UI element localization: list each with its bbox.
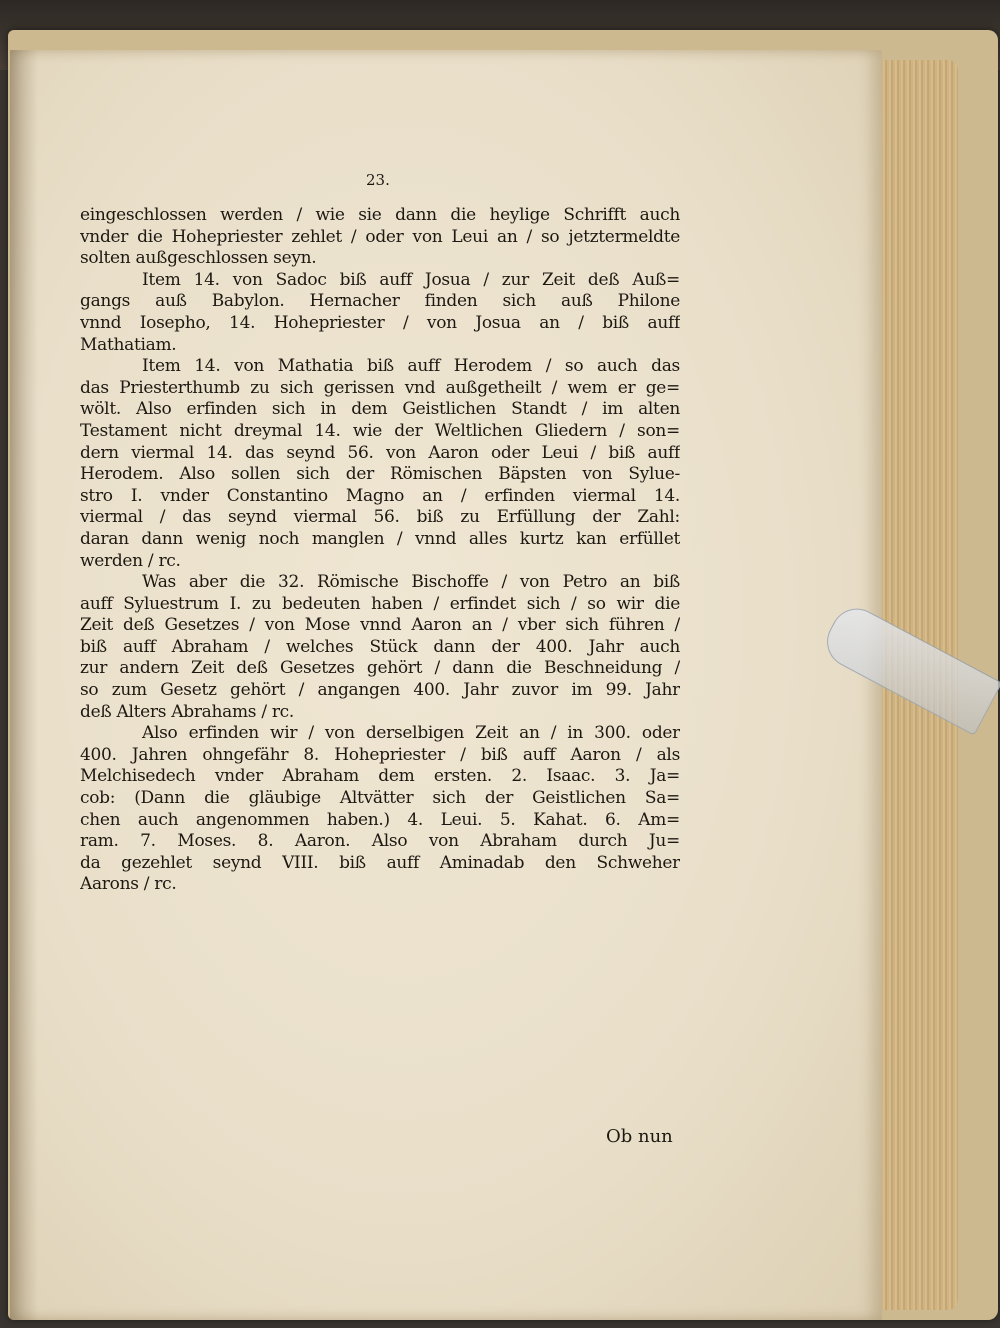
- text-line: eingeschlossen werden / wie sie dann die heylige Schrifft auch: [80, 205, 680, 225]
- text-line: Zeit deß Gesetzes / von Mose vnnd Aaron an / vber sich führen /: [80, 615, 680, 636]
- text-line: vnder die Hohepriester zehlet / oder von Leui an / so jetztermeldte: [80, 226, 680, 247]
- text-line: viermal / das seynd viermal 56. biß zu Erfüllung der Zahl:: [80, 507, 680, 528]
- text-line: da gezehlet seynd VIII. biß auff Aminadab den Schweher: [80, 852, 680, 873]
- text-line: Was aber die 32. Römische Bischoffe / von Petro an biß: [142, 572, 680, 593]
- text-line: ram. 7. Moses. 8. Aaron. Also von Abraham durch Ju=: [80, 831, 680, 852]
- text-line: cob: (Dann die gläubige Altvätter sich der Geistlichen Sa=: [80, 788, 680, 809]
- text-line: wölt. Also erfinden sich in dem Geistlichen Standt / im alten: [80, 399, 680, 420]
- text-line: stro I. vnder Constantino Magno an / erfinden viermal 14.: [80, 485, 680, 506]
- text-line: solten außgeschlossen seyn.: [80, 248, 317, 269]
- text-line: Item 14. von Mathatia biß auff Herodem / so auch das: [142, 356, 680, 377]
- text-line: zur andern Zeit deß Gesetzes gehört / dann die Beschneidung /: [80, 658, 680, 679]
- text-line: so zum Gesetz gehört / angangen 400. Jahr zuvor im 99. Jahr: [80, 680, 680, 701]
- page-number: 23.: [366, 171, 390, 189]
- text-line: chen auch angenommen haben.) 4. Leui. 5. Kahat. 6. Am=: [80, 809, 680, 830]
- text-line: auff Syluestrum I. zu bedeuten haben / erfindet sich / so wir die: [80, 593, 680, 614]
- text-line: Also erfinden wir / von derselbigen Zeit an / in 300. oder: [142, 723, 680, 744]
- gutter-shadow: [10, 50, 38, 1320]
- text-line: werden / rc.: [80, 550, 181, 571]
- text-line: Herodem. Also sollen sich der Römischen Bäpsten von Sylue-: [80, 464, 680, 485]
- text-line: 400. Jahren ohngefähr 8. Hohepriester / biß auff Aaron / als: [80, 744, 680, 765]
- text-line: vnnd Iosepho, 14. Hohepriester / von Josua an / biß auff: [80, 312, 680, 333]
- text-line: biß auff Abraham / welches Stück dann der 400. Jahr auch: [80, 636, 680, 657]
- text-line: Mathatiam.: [80, 334, 177, 355]
- text-line: deß Alters Abrahams / rc.: [80, 701, 294, 722]
- text-line: daran dann wenig noch manglen / vnnd alles kurtz kan erfüllet: [80, 528, 680, 549]
- catchword: Ob nun: [606, 1126, 673, 1147]
- text-line: Aarons / rc.: [80, 874, 177, 895]
- text-line: Melchisedech vnder Abraham dem ersten. 2. Isaac. 3. Ja=: [80, 766, 680, 787]
- text-line: Item 14. von Sadoc biß auff Josua / zur Zeit deß Auß=: [142, 269, 680, 290]
- text-line: Testament nicht dreymal 14. wie der Weltlichen Gliedern / son=: [80, 420, 680, 441]
- text-line: das Priesterthumb zu sich gerissen vnd außgetheilt / wem er ge=: [80, 377, 680, 398]
- text-line: dern viermal 14. das seynd 56. von Aaron oder Leui / biß auff: [80, 442, 680, 463]
- body-text: [80, 205, 690, 896]
- text-line: gangs auß Babylon. Hernacher finden sich auß Philone: [80, 291, 680, 312]
